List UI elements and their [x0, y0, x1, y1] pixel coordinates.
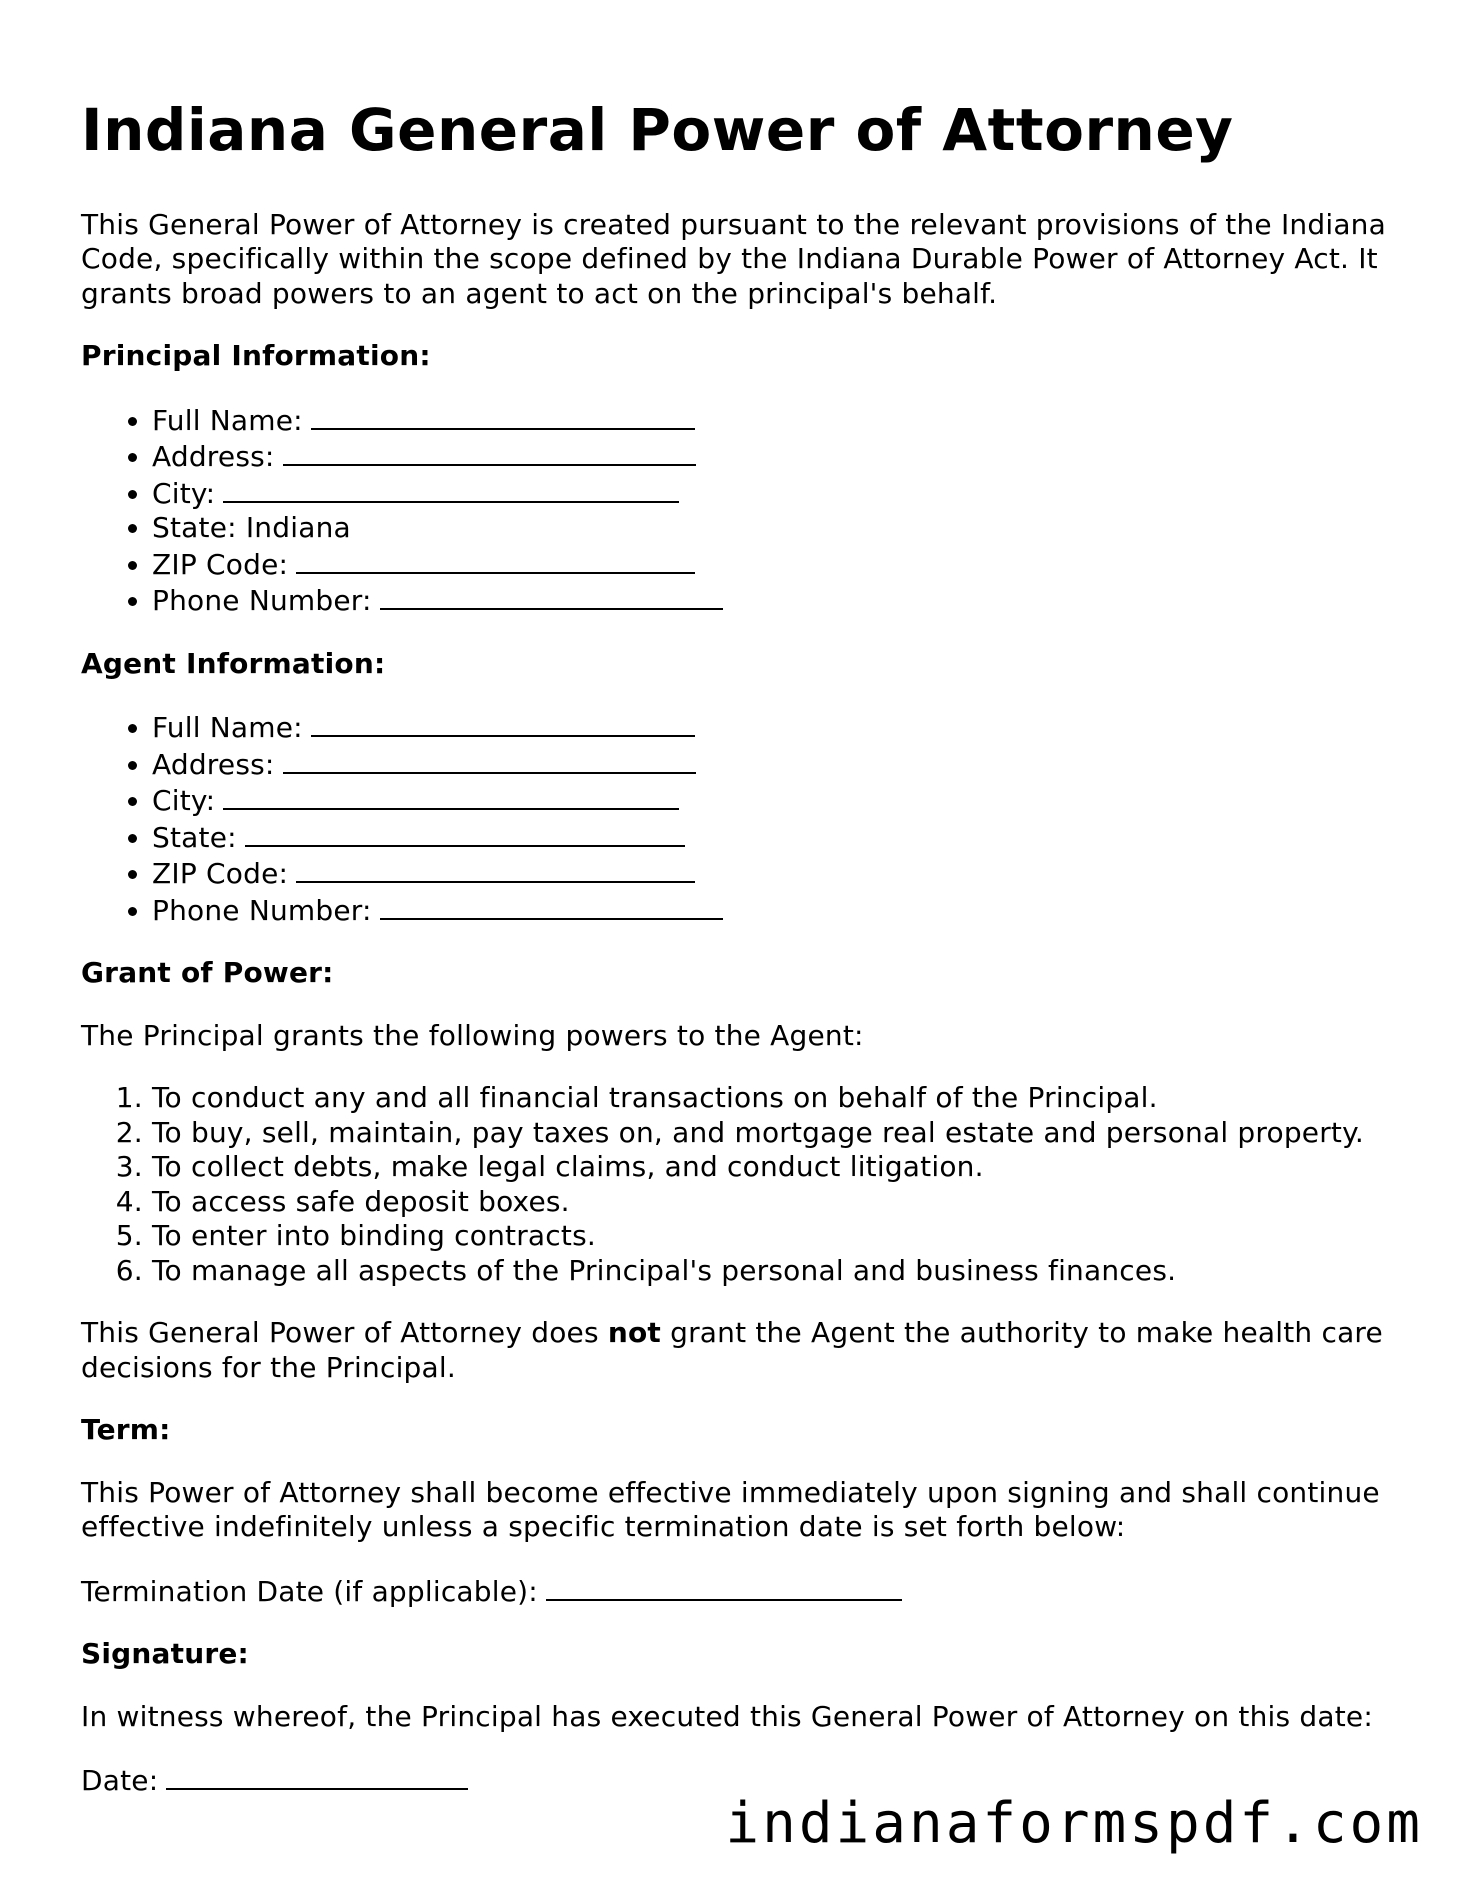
list-item: 1. To conduct any and all financial transactions on behalf of the Principal. — [152, 1081, 1411, 1116]
principal-full-name-field[interactable] — [311, 402, 695, 430]
list-item — [152, 582, 1411, 619]
agent-full-name-field[interactable] — [311, 709, 695, 737]
principal-city-label: City: — [152, 476, 216, 510]
intro-paragraph: This General Power of Attorney is created pursuant to the relevant provisions of the Indiana Code, specifically within the scope defined by the Indiana Durable Power of Attorney Act. It grants broad powers to an agent to act on the principal's behalf. — [81, 207, 1386, 310]
signature-heading: Signature: — [81, 1637, 249, 1671]
list-item — [152, 819, 1411, 856]
term-paragraph: This Power of Attorney shall become effective immediately upon signing and shall continue effective indefinitely unless a specific termination date is set forth below: — [81, 1475, 1380, 1544]
principal-heading: Principal Information: — [81, 339, 431, 373]
principal-city-field[interactable] — [223, 475, 679, 503]
grant-heading: Grant of Power: — [81, 956, 334, 990]
exclusion-text-before: This General Power of Attorney does — [81, 1316, 608, 1350]
list-item — [152, 855, 1411, 892]
termination-date-line — [81, 1573, 1411, 1610]
agent-state-label: State: — [152, 820, 237, 854]
agent-state-field[interactable] — [245, 819, 685, 847]
list-item: 3. To collect debts, make legal claims, and conduct litigation. — [152, 1150, 1411, 1185]
agent-address-label: Address: — [152, 747, 275, 781]
termination-date-field[interactable] — [546, 1573, 902, 1601]
powers-list — [81, 1081, 1411, 1288]
principal-zip-label: ZIP Code: — [152, 547, 289, 581]
watermark: indianaformspdf.com — [725, 1791, 1423, 1856]
agent-address-field[interactable] — [283, 746, 696, 774]
list-item — [152, 546, 1411, 583]
list-item: 5. To enter into binding contracts. — [152, 1219, 1411, 1254]
exclusion-emphasis: not — [607, 1316, 661, 1350]
date-field[interactable] — [166, 1762, 468, 1790]
agent-phone-label: Phone Number: — [152, 893, 372, 927]
list-item — [152, 402, 1411, 439]
list-item: 6. To manage all aspects of the Principal's personal and business finances. — [152, 1254, 1411, 1289]
agent-info-list — [81, 709, 1411, 928]
exclusion-text-after: grant the Agent the authority to make health care decisions for the Principal. — [81, 1316, 1383, 1384]
principal-phone-field[interactable] — [380, 582, 723, 610]
date-label: Date: — [81, 1764, 159, 1798]
agent-full-name-label: Full Name: — [152, 711, 303, 745]
signature-paragraph: In witness whereof, the Principal has executed this General Power of Attorney on this date: — [81, 1699, 1373, 1733]
term-heading: Term: — [81, 1413, 171, 1447]
agent-zip-label: ZIP Code: — [152, 857, 289, 891]
agent-heading: Agent Information: — [81, 646, 386, 680]
list-item — [152, 746, 1411, 783]
list-item — [152, 892, 1411, 929]
list-item — [152, 782, 1411, 819]
list-item — [152, 709, 1411, 746]
document-title: Indiana General Power of Attorney — [81, 96, 1234, 164]
list-item: 2. To buy, sell, maintain, pay taxes on, and mortgage real estate and personal property. — [152, 1116, 1411, 1151]
principal-state-label: State: Indiana — [152, 511, 351, 545]
agent-city-label: City: — [152, 784, 216, 818]
list-item — [152, 438, 1411, 475]
list-item: 4. To access safe deposit boxes. — [152, 1185, 1411, 1220]
list-item — [152, 511, 1411, 546]
principal-info-list — [81, 402, 1411, 619]
agent-city-field[interactable] — [223, 782, 679, 810]
grant-lead: The Principal grants the following powers to the Agent: — [81, 1018, 864, 1052]
principal-address-label: Address: — [152, 440, 275, 474]
list-item — [152, 475, 1411, 512]
exclusion-paragraph — [81, 1316, 1411, 1385]
termination-date-label: Termination Date (if applicable): — [81, 1574, 538, 1608]
principal-address-field[interactable] — [283, 438, 696, 466]
document-page — [81, 96, 1411, 1799]
principal-full-name-label: Full Name: — [152, 403, 303, 437]
principal-phone-label: Phone Number: — [152, 584, 372, 618]
principal-zip-field[interactable] — [296, 546, 695, 574]
agent-zip-field[interactable] — [296, 855, 695, 883]
agent-phone-field[interactable] — [380, 892, 723, 920]
